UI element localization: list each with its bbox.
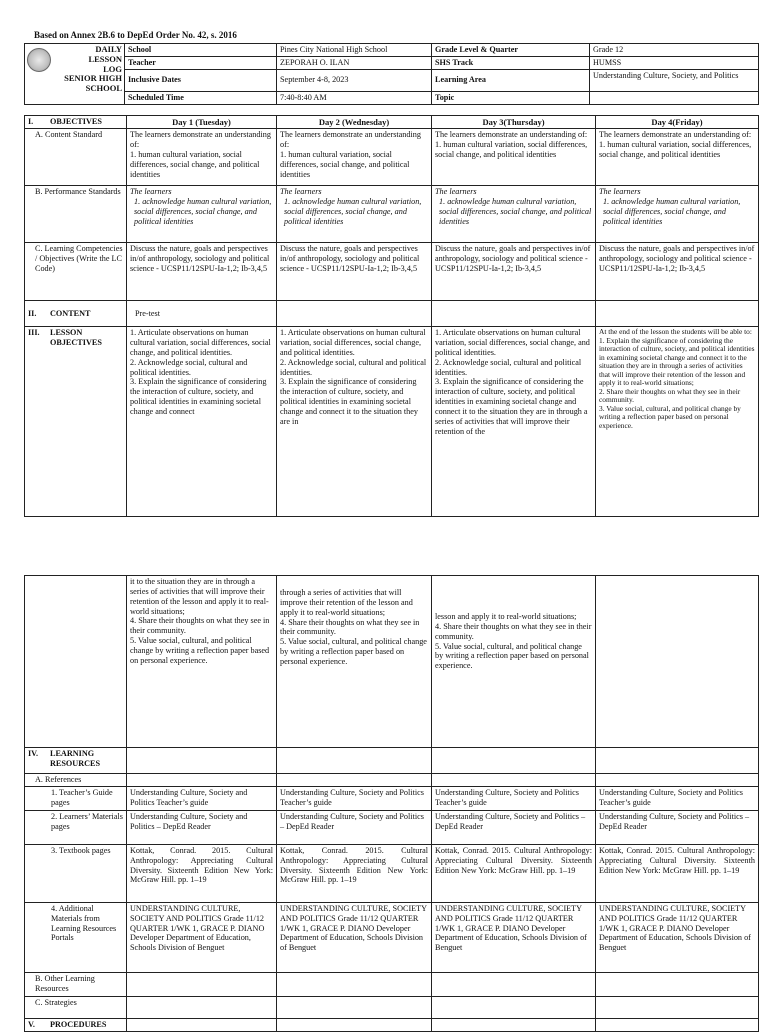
other-day3 [432, 972, 596, 996]
annex-reference: Based on Annex 2B.6 to DepEd Order No. 42, s. 2016 [34, 30, 237, 40]
lr-day2 [277, 748, 432, 774]
refs-day1 [127, 774, 277, 787]
proc-day1 [127, 1018, 277, 1031]
textbook-day1: Kottak, Conrad. 2015. Cultural Anthropology: Appreciating Cultural Diversity. Sixteenth Edition New York: McGraw Hill. pp. 1–19 [127, 844, 277, 902]
lesson-objectives-day3-cont: lesson and apply it to real-world situations; 4. Share their thoughts on what they see in their community. 5. Value social, cultural, and political change by writing a reflection paper based on personal experience. [432, 576, 596, 748]
day4-heading: Day 4(Friday) [596, 116, 759, 129]
performance-standards-day2: The learners 1. acknowledge human cultural variation, social differences, social change, and political identities [277, 186, 432, 243]
dates-value: September 4-8, 2023 [277, 69, 432, 91]
topic-value [590, 91, 759, 104]
additional-materials-label: 4. Additional Materials from Learning Resources Portals [25, 902, 127, 972]
lr-day4 [596, 748, 759, 774]
other-day1 [127, 972, 277, 996]
lr-day3 [432, 748, 596, 774]
performance-standards-day1: The learners 1. acknowledge human cultural variation, social differences, social change, and political identities [127, 186, 277, 243]
lesson-objectives-day2: 1. Articulate observations on human cultural variation, social differences, social change, and political identities. 2. Acknowledge social, cultural and political identities. 3. Explain the significance of considering the interaction of culture, society, and political identities in examining societal change and connect it to the situation they are in [277, 327, 432, 517]
additional-materials-day1: UNDERSTANDING CULTURE, SOCIETY AND POLITICS Grade 11/12 QUARTER 1/WK 1, GRACE P. DIANO Developer Department of Education, Schools Division of Benguet [127, 902, 277, 972]
additional-materials-day2: UNDERSTANDING CULTURE, SOCIETY AND POLITICS Grade 11/12 QUARTER 1/WK 1, GRACE P. DIANO Developer Department of Education, Schools Division of Benguet [277, 902, 432, 972]
content-standard-label: A. Content Standard [25, 129, 127, 186]
lr-day1 [127, 748, 277, 774]
dll-title: DAILY LESSON LOG SENIOR HIGH SCHOOL [64, 44, 122, 94]
refs-day3 [432, 774, 596, 787]
day1-heading: Day 1 (Tuesday) [127, 116, 277, 129]
other-day4 [596, 972, 759, 996]
textbook-day3: Kottak, Conrad. 2015. Cultural Anthropology: Appreciating Cultural Diversity. Sixteenth Edition New York: McGraw Hill. pp. 1–19 [432, 844, 596, 902]
content-standard-day1: The learners demonstrate an understanding of: 1. human cultural variation, social differences, social change, and political identities [127, 129, 277, 186]
performance-standards-day3: The learners 1. acknowledge human cultural variation, social differences, social change, and political identities [432, 186, 596, 243]
school-value: Pines City National High School [277, 44, 432, 57]
strat-day1 [127, 996, 277, 1018]
lesson-objectives-day1: 1. Articulate observations on human cultural variation, social differences, social change, and political identities. 2. Acknowledge social, cultural and political identities. 3. Explain the significance of considering the interaction of culture, society, and political identities in examining societal change and connect [127, 327, 277, 517]
performance-standards-day4: The learners 1. acknowledge human cultural variation, social differences, social change, and political identities [596, 186, 759, 243]
content-standard-day3: The learners demonstrate an understanding of: 1. human cultural variation, social differences, social change, and political identities [432, 129, 596, 186]
school-label: School [125, 44, 277, 57]
header-title-block [25, 44, 125, 105]
textbook-day2: Kottak, Conrad. 2015. Cultural Anthropology: Appreciating Cultural Diversity. Sixteenth Edition New York: McGraw Hill. pp. 1–19 [277, 844, 432, 902]
competencies-day1: Discuss the nature, goals and perspectives in/of anthropology, sociology and political science - UCSP11/12SPU-Ia-1,2; Ib-3,4,5 [127, 243, 277, 301]
topic-label: Topic [432, 91, 590, 104]
refs-day4 [596, 774, 759, 787]
learners-materials-day4: Understanding Culture, Society and Politics – DepEd Reader [596, 810, 759, 844]
time-value: 7:40-8:40 AM [277, 91, 432, 104]
objectives-heading: I. OBJECTIVES [25, 116, 127, 129]
competencies-day3: Discuss the nature, goals and perspectives in/of anthropology, sociology and political science - UCSP11/12SPU-Ia-1,2; Ib-3,4,5 [432, 243, 596, 301]
lesson-objectives-day2-cont: through a series of activities that will improve their retention of the lesson and apply it to real-world situations; 4. Share their thoughts on what they see in their community. 5. Value social, cultural, and political change by writing a reflection paper based on personal experience. [277, 576, 432, 748]
teachers-guide-day2: Understanding Culture, Society and Politics Teacher’s guide [277, 786, 432, 810]
procedures-heading: V. PROCEDURES [25, 1018, 127, 1031]
content-standard-day2: The learners demonstrate an understanding of: 1. human cultural variation, social differences, social change, and political identities [277, 129, 432, 186]
learners-materials-day2: Understanding Culture, Society and Politics – DepEd Reader [277, 810, 432, 844]
proc-day3 [432, 1018, 596, 1031]
strat-day2 [277, 996, 432, 1018]
lesson-objectives-day1-cont: it to the situation they are in through a series of activities that will improve their retention of the lesson and apply it to real-world situations; 4. Share their thoughts on what they see in their community. 5. Value social, cultural, and political change by writing a reflection paper based on personal experience. [127, 576, 277, 748]
teachers-guide-day4: Understanding Culture, Society and Politics Teacher’s guide [596, 786, 759, 810]
additional-materials-day4: UNDERSTANDING CULTURE, SOCIETY AND POLITICS Grade 11/12 QUARTER 1/WK 1, GRACE P. DIANO Developer Department of Education, Schools Division of Benguet [596, 902, 759, 972]
teachers-guide-day3: Understanding Culture, Society and Politics Teacher’s guide [432, 786, 596, 810]
performance-standards-label: B. Performance Standards [25, 186, 127, 243]
lesson-objectives-day4: At the end of the lesson the students will be able to: 1. Explain the significance of considering the interaction of culture, society, and political identities in examining societal change and connect it to the situation they are in through a series of activities that will improve their retention of the lesson and apply it to real-world situations; 2. Share their thoughts on what they see in their community. 3. Value social, cultural, and political change by writing a reflection paper based on personal experience. [596, 327, 759, 517]
track-label: SHS Track [432, 56, 590, 69]
dll-main-table-1 [24, 115, 759, 517]
strat-day3 [432, 996, 596, 1018]
teacher-value: ZEPORAH O. ILAN [277, 56, 432, 69]
area-label: Learning Area [432, 69, 590, 91]
learners-materials-label: 2. Learners’ Materials pages [25, 810, 127, 844]
teachers-guide-day1: Understanding Culture, Society and Politics Teacher’s guide [127, 786, 277, 810]
content-day4 [596, 301, 759, 327]
proc-day4 [596, 1018, 759, 1031]
textbook-label: 3. Textbook pages [25, 844, 127, 902]
lesson-objectives-heading: III. LESSON OBJECTIVES [25, 327, 127, 517]
competencies-label: C. Learning Competencies / Objectives (Write the LC Code) [25, 243, 127, 301]
day2-heading: Day 2 (Wednesday) [277, 116, 432, 129]
teacher-label: Teacher [125, 56, 277, 69]
additional-materials-day3: UNDERSTANDING CULTURE, SOCIETY AND POLITICS Grade 11/12 QUARTER 1/WK 1, GRACE P. DIANO Developer Department of Education, Schools Division of Benguet [432, 902, 596, 972]
dll-main-table-2 [24, 575, 759, 1032]
other-resources-label: B. Other Learning Resources [25, 972, 127, 996]
time-label: Scheduled Time [125, 91, 277, 104]
area-value: Understanding Culture, Society, and Politics [590, 69, 759, 91]
track-value: HUMSS [590, 56, 759, 69]
dll-header-table [24, 43, 759, 105]
teachers-guide-label: 1. Teacher’s Guide pages [25, 786, 127, 810]
lesson-objectives-day4-cont [596, 576, 759, 748]
content-day3 [432, 301, 596, 327]
references-label: A. References [25, 774, 127, 787]
other-day2 [277, 972, 432, 996]
strat-day4 [596, 996, 759, 1018]
learners-materials-day1: Understanding Culture, Society and Politics – DepEd Reader [127, 810, 277, 844]
lesson-objectives-day3: 1. Articulate observations on human cultural variation, social differences, social change, and political identities. 2. Acknowledge social, cultural and political identities. 3. Explain the significance of considering the interaction of culture, society, and political identities in examining societal change and connect it to the situation they are in through a series of activities that will improve their retention of the [432, 327, 596, 517]
refs-day2 [277, 774, 432, 787]
competencies-day2: Discuss the nature, goals and perspectives in/of anthropology, sociology and political science - UCSP11/12SPU-Ia-1,2; Ib-3,4,5 [277, 243, 432, 301]
strategies-label: C. Strategies [25, 996, 127, 1018]
grade-value: Grade 12 [590, 44, 759, 57]
deped-seal-icon [27, 48, 51, 72]
content-day2 [277, 301, 432, 327]
day3-heading: Day 3(Thursday) [432, 116, 596, 129]
learning-resources-heading: IV. LEARNING RESOURCES [25, 748, 127, 774]
content-heading: II. CONTENT [25, 301, 127, 327]
learners-materials-day3: Understanding Culture, Society and Politics – DepEd Reader [432, 810, 596, 844]
competencies-day4: Discuss the nature, goals and perspectives in/of anthropology, sociology and political science - UCSP11/12SPU-Ia-1,2; Ib-3,4,5 [596, 243, 759, 301]
textbook-day4: Kottak, Conrad. 2015. Cultural Anthropology: Appreciating Cultural Diversity. Sixteenth Edition New York: McGraw Hill. pp. 1–19 [596, 844, 759, 902]
dates-label: Inclusive Dates [125, 69, 277, 91]
content-standard-day4: The learners demonstrate an understanding of: 1. human cultural variation, social differences, social change, and political identities [596, 129, 759, 186]
content-day1: Pre-test [127, 301, 277, 327]
grade-label: Grade Level & Quarter [432, 44, 590, 57]
proc-day2 [277, 1018, 432, 1031]
continuation-label [25, 576, 127, 748]
